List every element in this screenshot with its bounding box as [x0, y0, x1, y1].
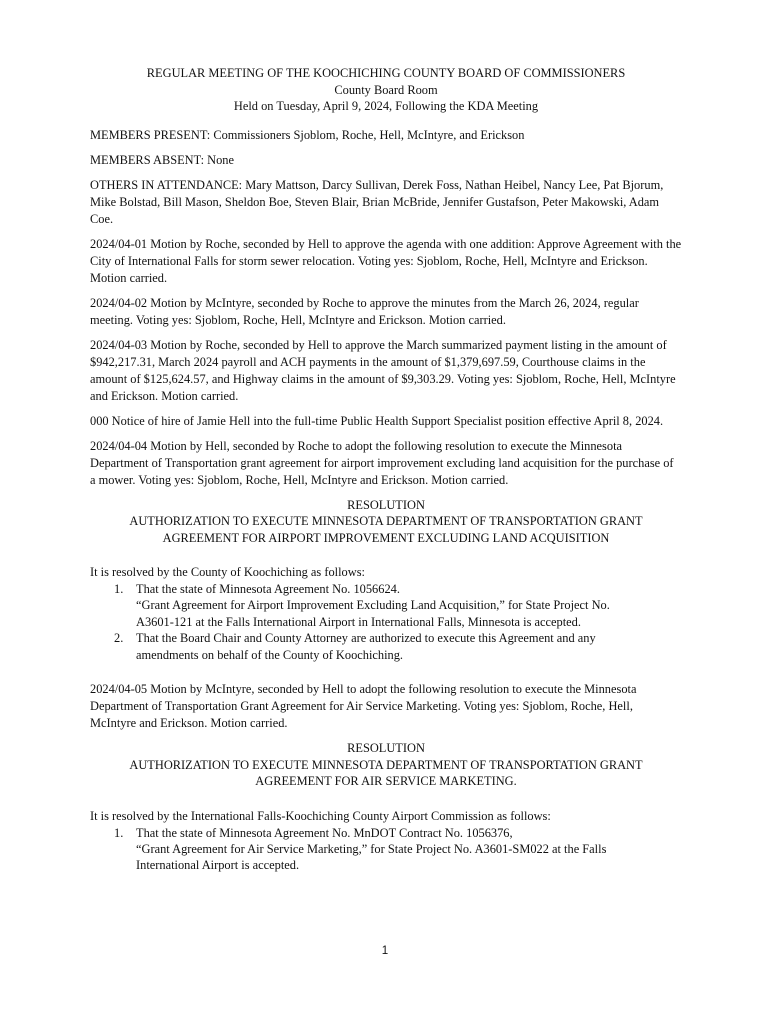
- list-item-line: International Airport is accepted.: [136, 858, 300, 873]
- list-item-number: 1.: [114, 582, 124, 596]
- notice-of-hire: 000 Notice of hire of Jamie Hell into the full-time Public Health Support Specialist position effective April 8, 2024.: [90, 413, 664, 428]
- motion-2024-04-02: 2024/04-02 Motion by McIntyre, seconded by Roche to approve the minutes from the March 26, 2024, regular meeting. Voting yes: Sjoblom, Roche, Hell, McIntyre and Erickson. Motion carried.: [90, 295, 639, 327]
- motion-2024-04-04: 2024/04-04 Motion by Hell, seconded by Roche to adopt the following resolution to execute the Minnesota Department of Transportation grant agreement for airport improvement excluding land acquisition for the purchase of a mower. Voting yes: Sjoblom, Roche, Hell, McIntyre and Erickson. Motion carried.: [90, 438, 674, 487]
- resolution-1-title-line2: AGREEMENT FOR AIRPORT IMPROVEMENT EXCLUDING LAND ACQUISITION: [162, 530, 610, 545]
- list-item-line: “Grant Agreement for Airport Improvement Excluding Land Acquisition,” for State Project No.: [136, 598, 610, 613]
- motion-2024-04-01: 2024/04-01 Motion by Roche, seconded by Hell to approve the agenda with one addition: Approve Agreement with the City of International Falls for storm sewer relocation. Voting yes: Sjoblom, Roche, Hell, McIntyre and Erickson. Motion carried.: [90, 236, 682, 285]
- meeting-title: REGULAR MEETING OF THE KOOCHICHING COUNTY BOARD OF COMMISSIONERS: [146, 66, 626, 80]
- meeting-location: County Board Room: [334, 82, 438, 97]
- resolution-2-title: [90, 740, 682, 790]
- resolution-1-list: [90, 581, 682, 663]
- others-in-attendance: OTHERS IN ATTENDANCE: Mary Mattson, Darcy Sullivan, Derek Foss, Nathan Heibel, Nancy Lee, Pat Bjorum, Mike Bolstad, Bill Mason, Sheldon Boe, Steven Blair, Brian McBride, Jennifer Gustafson, Peter Makowski, Adam Coe.: [90, 177, 664, 226]
- members-absent: MEMBERS ABSENT: None: [90, 152, 234, 167]
- list-item-line: That the state of Minnesota Agreement No. 1056624.: [136, 582, 400, 596]
- list-item-number: 1.: [114, 825, 124, 840]
- list-item: [90, 581, 682, 630]
- resolution-1-heading: RESOLUTION: [347, 497, 425, 512]
- list-item-line: amendments on behalf of the County of Koochiching.: [136, 647, 404, 662]
- motion-2024-04-05: 2024/04-05 Motion by McIntyre, seconded by Hell to adopt the following resolution to execute the Minnesota Department of Transportation Grant Agreement for Air Service Marketing. Voting yes: Sjoblom, Roche, Hell, McIntyre and Erickson. Motion carried.: [90, 682, 637, 731]
- resolution-1-intro: It is resolved by the County of Koochiching as follows:: [90, 565, 365, 579]
- meeting-date: Held on Tuesday, April 9, 2024, Following the KDA Meeting: [233, 99, 539, 113]
- list-item-number: 2.: [114, 631, 124, 646]
- meeting-header: [90, 65, 682, 115]
- list-item-line: A3601-121 at the Falls International Airport in International Falls, Minnesota is accepted.: [136, 614, 581, 629]
- resolution-2-title-line1: AUTHORIZATION TO EXECUTE MINNESOTA DEPARTMENT OF TRANSPORTATION GRANT: [129, 757, 643, 772]
- resolution-1-title-line1: AUTHORIZATION TO EXECUTE MINNESOTA DEPARTMENT OF TRANSPORTATION GRANT: [129, 514, 643, 528]
- resolution-2-title-line2: AGREEMENT FOR AIR SERVICE MARKETING.: [255, 774, 517, 789]
- members-present: MEMBERS PRESENT: Commissioners Sjoblom, Roche, Hell, McIntyre, and Erickson: [90, 127, 525, 142]
- list-item-line: That the Board Chair and County Attorney are authorized to execute this Agreement and any: [136, 631, 596, 646]
- page-number: 1: [381, 945, 389, 957]
- resolution-2-intro: It is resolved by the International Falls-Koochiching County Airport Commission as follows:: [90, 808, 551, 823]
- resolution-2-heading: RESOLUTION: [347, 741, 425, 756]
- resolution-1-title: [90, 497, 682, 547]
- list-item: [90, 825, 682, 874]
- list-item-line: “Grant Agreement for Air Service Marketing,” for State Project No. A3601-SM022 at the Falls: [136, 841, 607, 856]
- motion-2024-04-03: 2024/04-03 Motion by Roche, seconded by Hell to approve the March summarized payment listing in the amount of $942,217.31, March 2024 payroll and ACH payments in the amount of $1,379,697.59, Courthouse claims in the amount of $125,624.57, and Highway claims in the amount of $9,303.29. Voting yes: Sjoblom, Roche, Hell, McIntyre and Erickson. Motion carried.: [90, 337, 676, 403]
- list-item-line: That the state of Minnesota Agreement No. MnDOT Contract No. 1056376,: [136, 825, 513, 840]
- resolution-2-list: [90, 825, 682, 874]
- list-item: [90, 630, 682, 663]
